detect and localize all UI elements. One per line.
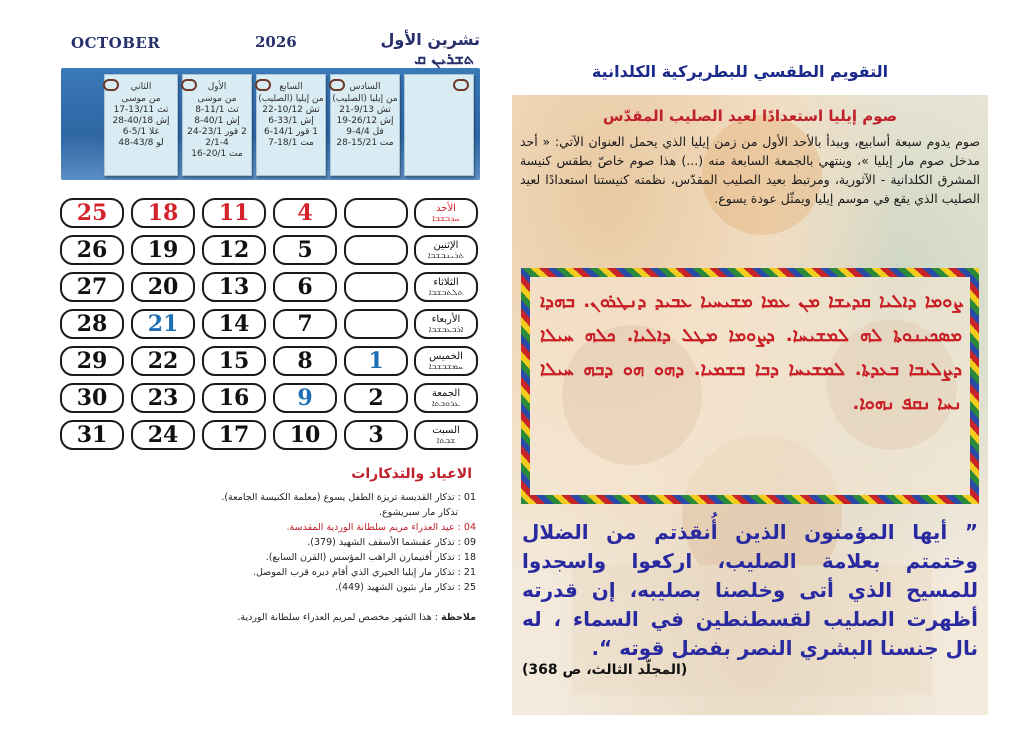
date-cell: 26 [60,235,124,265]
reading-line: إش 40/18-28 [112,116,170,126]
date-cell: 8 [273,346,337,376]
ring-icon [329,79,345,91]
feast-item: 01 : تذكار القديسة تريزة الطفل يسوع (معلمة الكنيسة الجامعة). [221,492,476,503]
readings-strip [61,68,480,180]
feast-item: 04 : عيد العذراء مريم سلطانة الوردية المقدسة. [286,522,476,533]
reading-note-moses-1 [182,74,252,176]
date-cell: 2 [344,383,408,413]
date-cell: 21 [131,309,195,339]
reading-note-title: السادس من إيليا (الصليب) [332,82,398,104]
reading-line: فل 4/4-9 [346,127,384,137]
date-cell: 6 [273,272,337,302]
day-label-wednesday: الأربعاء ܐܪܒܥܒܫܒܐ [414,309,478,339]
reading-note-7 [256,74,326,176]
date-cell: 29 [60,346,124,376]
date-cell: 24 [131,420,195,450]
reading-note-blank [404,74,474,176]
date-cell: 27 [60,272,124,302]
date-cell: 15 [202,346,266,376]
reading-line: تث 11/1-8 [195,105,239,115]
month-note [150,612,476,623]
date-cell: 28 [60,309,124,339]
date-cell: 12 [202,235,266,265]
date-cell: 18 [131,198,195,228]
quote-source: (المجلّد الثالث، ص 368) [522,662,688,678]
feast-item: 21 : تذكار مار إيليا الحيري الذي أقام ديره قرب الموصل. [252,567,476,578]
date-cell: 3 [344,420,408,450]
article-paragraph: صوم يدوم سبعة أسابيع، ويبدأ بالأحد الأول من زمن إيليا الذي يحمل العنوان الآتي: « أحد مدخل صوم مار إيليا »، وينتهي بالجمعة السابعة منه (...) هذا صوم خاصّ بطقس كنيسة المشرق الكلدانية - الآثورية، ومرتبط بعيد الصليب المقدّس، نظمته كنيستنا استعدادًا لعيد الصليب الذي يقع في موسم إيليا ويمثّل عودة يسوع. [520,134,980,206]
month-arabic-label: تشرين الأول [380,30,480,49]
date-cell [344,198,408,228]
year: 2026 [255,33,297,51]
reading-line: 2 قور 23/1-24 [187,127,247,137]
day-label-monday: الإثنين ܬܪܝܢܒܫܒܐ [414,235,478,265]
reading-line: لو 43/8-48 [118,138,164,148]
date-cell: 19 [131,235,195,265]
calendar-grid [60,198,480,456]
date-cell: 7 [273,309,337,339]
note-text: : هذا الشهر مخصص لمريم العذراء سلطانة الوردية. [237,612,438,623]
reading-line: إش 33/1-6 [268,116,314,126]
date-cell: 16 [202,383,266,413]
day-label-thursday: الخميس ܚܡܫܒܫܒܐ [414,346,478,376]
note-label: ملاحظة [441,612,476,623]
date-cell [344,235,408,265]
reading-note-title: الأول من موسى [197,82,237,104]
date-cell: 31 [60,420,124,450]
reading-line: 1 قور 14/1-6 [264,127,318,137]
ring-icon [181,79,197,91]
liturgical-quote: ” أيها المؤمنون الذين أُنقذتم من الضلال وختمتم بعلامة الصليب، اركعوا واسجدوا للمسيح الذي أتى وخلصنا بصليبه، إن قدرته أظهرت الصليب لقسطنطين في السماء ، له نال جنسنا البشري النصر بفضل قوته “. [522,520,978,660]
date-cell: 14 [202,309,266,339]
date-cell: 9 [273,383,337,413]
feast-item: 09 : تذكار عقبشما الأسقف الشهيد (379). [307,537,476,548]
reading-line: إش 40/1-8 [194,116,240,126]
date-cell: 10 [273,420,337,450]
date-cell: 25 [60,198,124,228]
date-cell: 1 [344,346,408,376]
month-english: OCTOBER [71,34,161,52]
reading-note-title: الثاني من موسى [121,82,161,104]
reading-line: تش 10/12-22 [262,105,320,115]
date-cell [344,272,408,302]
date-cell: 4 [273,198,337,228]
day-label-tuesday: الثلاثاء ܬܠܬܒܫܒܐ [414,272,478,302]
feast-item: تذكار مار سبريشوع. [378,507,458,518]
reading-line: مت 20/1-16 [191,149,243,159]
reading-note-6 [330,74,400,176]
date-cell: 30 [60,383,124,413]
reading-line: مت 18/1-7 [268,138,314,148]
date-cell: 22 [131,346,195,376]
date-cell [344,309,408,339]
ring-icon [103,79,119,91]
date-cell: 5 [273,235,337,265]
date-cell: 13 [202,272,266,302]
date-cell: 11 [202,198,266,228]
day-label-sunday: الأحد ܚܕܒܫܒܐ [414,198,478,228]
patriarchate-title: التقويم الطقسي للبطريركية الكلدانية [591,62,889,81]
reading-line: غلا 5/1-6 [122,127,160,137]
ring-icon [453,79,469,91]
month-arabic [335,30,480,69]
reading-note-moses-2 [104,74,178,176]
date-cell: 23 [131,383,195,413]
day-label-saturday: السبت ܫܒܬܐ [414,420,478,450]
reading-line: 2/1-4 [205,138,229,148]
reading-note-title: السابع من إيليا (الصليب) [258,82,324,104]
reading-line: مت 15/21-28 [336,138,394,148]
ring-icon [255,79,271,91]
day-label-friday: الجمعة ܥܪܘܒܬܐ [414,383,478,413]
feasts-title: الاعياد والتذكارات [351,466,472,482]
reading-line: تث 13/11-17 [113,105,169,115]
feasts-list [150,490,476,595]
month-syriac-label: ܬܫܪܝܢ ܩ [414,49,474,68]
date-cell: 17 [202,420,266,450]
reading-line: إش 26/12-19 [336,116,394,126]
feast-item: 18 : تذكار أفنيمارن الراهب المؤسس (القرن السابع). [265,552,476,563]
date-cell: 20 [131,272,195,302]
article-heading: صوم إيليا استعدادًا لعيد الصليب المقدّس [602,107,898,125]
reading-line: تش 9/13-21 [339,105,391,115]
syriac-text: ܨܘܡܐ ܕܐܠܝܐ ܩܕܝܫܐ ܡܢ ܥܡܐ ܡܫܝܚܝܐ ܥܒܝܕ ܕܢܛܪܘܢ. ܒܗܕܐ ܡܣܟܝܢܘܬܐ ܠܗ ܠܡܫܝܚܐ. ܕܨܘܡܐ ܡܛܠ ܕܐܠܝܐ. ܟܠܗ ܚܝܠܐ ܕܨܠܝܒܐ ܒܥܕܬܐ. ܠܡܫܝܚܐ ܕܒܐ ܒܫܡܝܐ. ܕܗܘ ܗܘ ܕܒܗ ܚܝܠܐ ܢܚܐ ܢܩܦ ܢܗܘܐ. [540,291,962,414]
feast-item: 25 : تذكار مار بثيون الشهيد (449). [335,582,476,593]
